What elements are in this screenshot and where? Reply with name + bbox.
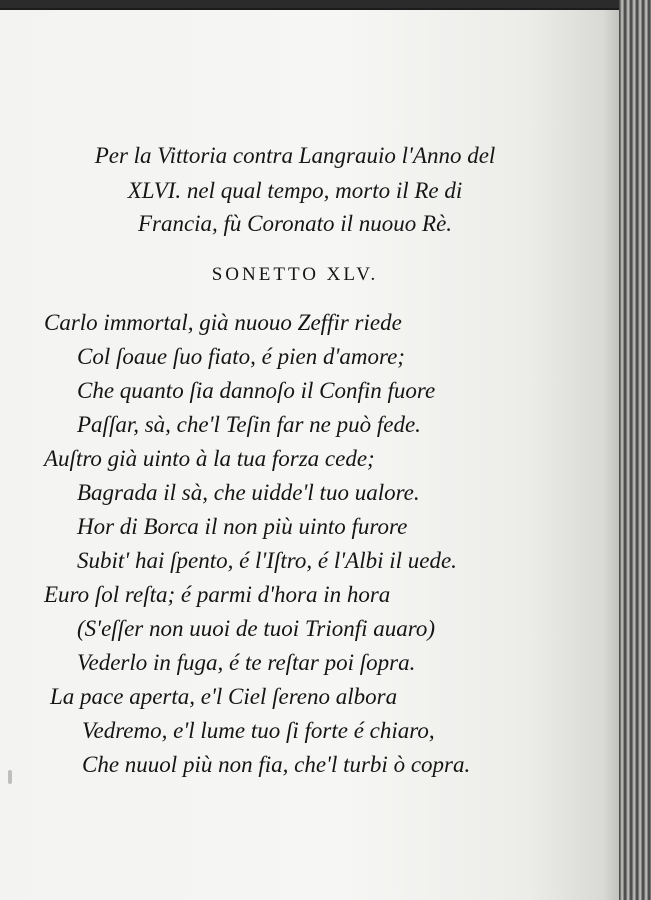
poem-line-5: Auſtro già uinto à la tua forza cede; xyxy=(44,446,375,471)
title-line-1: Per la Vittoria contra Langrauio l'Anno del xyxy=(94,143,496,168)
title-line-3: Francia, fù Coronato il nuouo Rè. xyxy=(137,211,453,236)
poem-line-6: Bagrada il sà, che uidde'l tuo ualore. xyxy=(77,480,420,505)
ink-smudge xyxy=(8,770,12,784)
sonnet-heading: SONETTO XLV. xyxy=(211,264,379,285)
poem-line-14: Che nuuol più non fia, che'l turbi ò copra. xyxy=(82,752,471,777)
book-page-edges xyxy=(619,0,651,900)
poem-line-4: Paſſar, sà, che'l Teſin far ne può fede. xyxy=(77,412,421,437)
book-page xyxy=(0,8,622,900)
poem-line-12: La pace aperta, e'l Ciel ſereno albora xyxy=(50,684,398,709)
poem-line-3: Che quanto ſia dannoſo il Confin fuore xyxy=(77,378,436,403)
poem-line-8: Subit' hai ſpento, é l'Iſtro, é l'Albi il uede. xyxy=(77,548,457,573)
poem-line-7: Hor di Borca il non più uinto furore xyxy=(77,514,408,539)
title-line-2: XLVI. nel qual tempo, morto il Re di xyxy=(127,178,463,203)
poem-line-11: Vederlo in fuga, é te reſtar poi ſopra. xyxy=(77,650,416,675)
poem-line-2: Col ſoaue ſuo fiato, é pien d'amore; xyxy=(77,344,405,369)
poem-line-1: Carlo immortal, già nuouo Zeffir riede xyxy=(44,310,402,335)
poem-line-9: Euro ſol reſta; é parmi d'hora in hora xyxy=(44,582,391,607)
poem-line-13: Vedremo, e'l lume tuo ſi forte é chiaro, xyxy=(82,718,435,743)
poem-line-10: (S'eſſer non uuoi de tuoi Trionfi auaro) xyxy=(77,616,436,641)
